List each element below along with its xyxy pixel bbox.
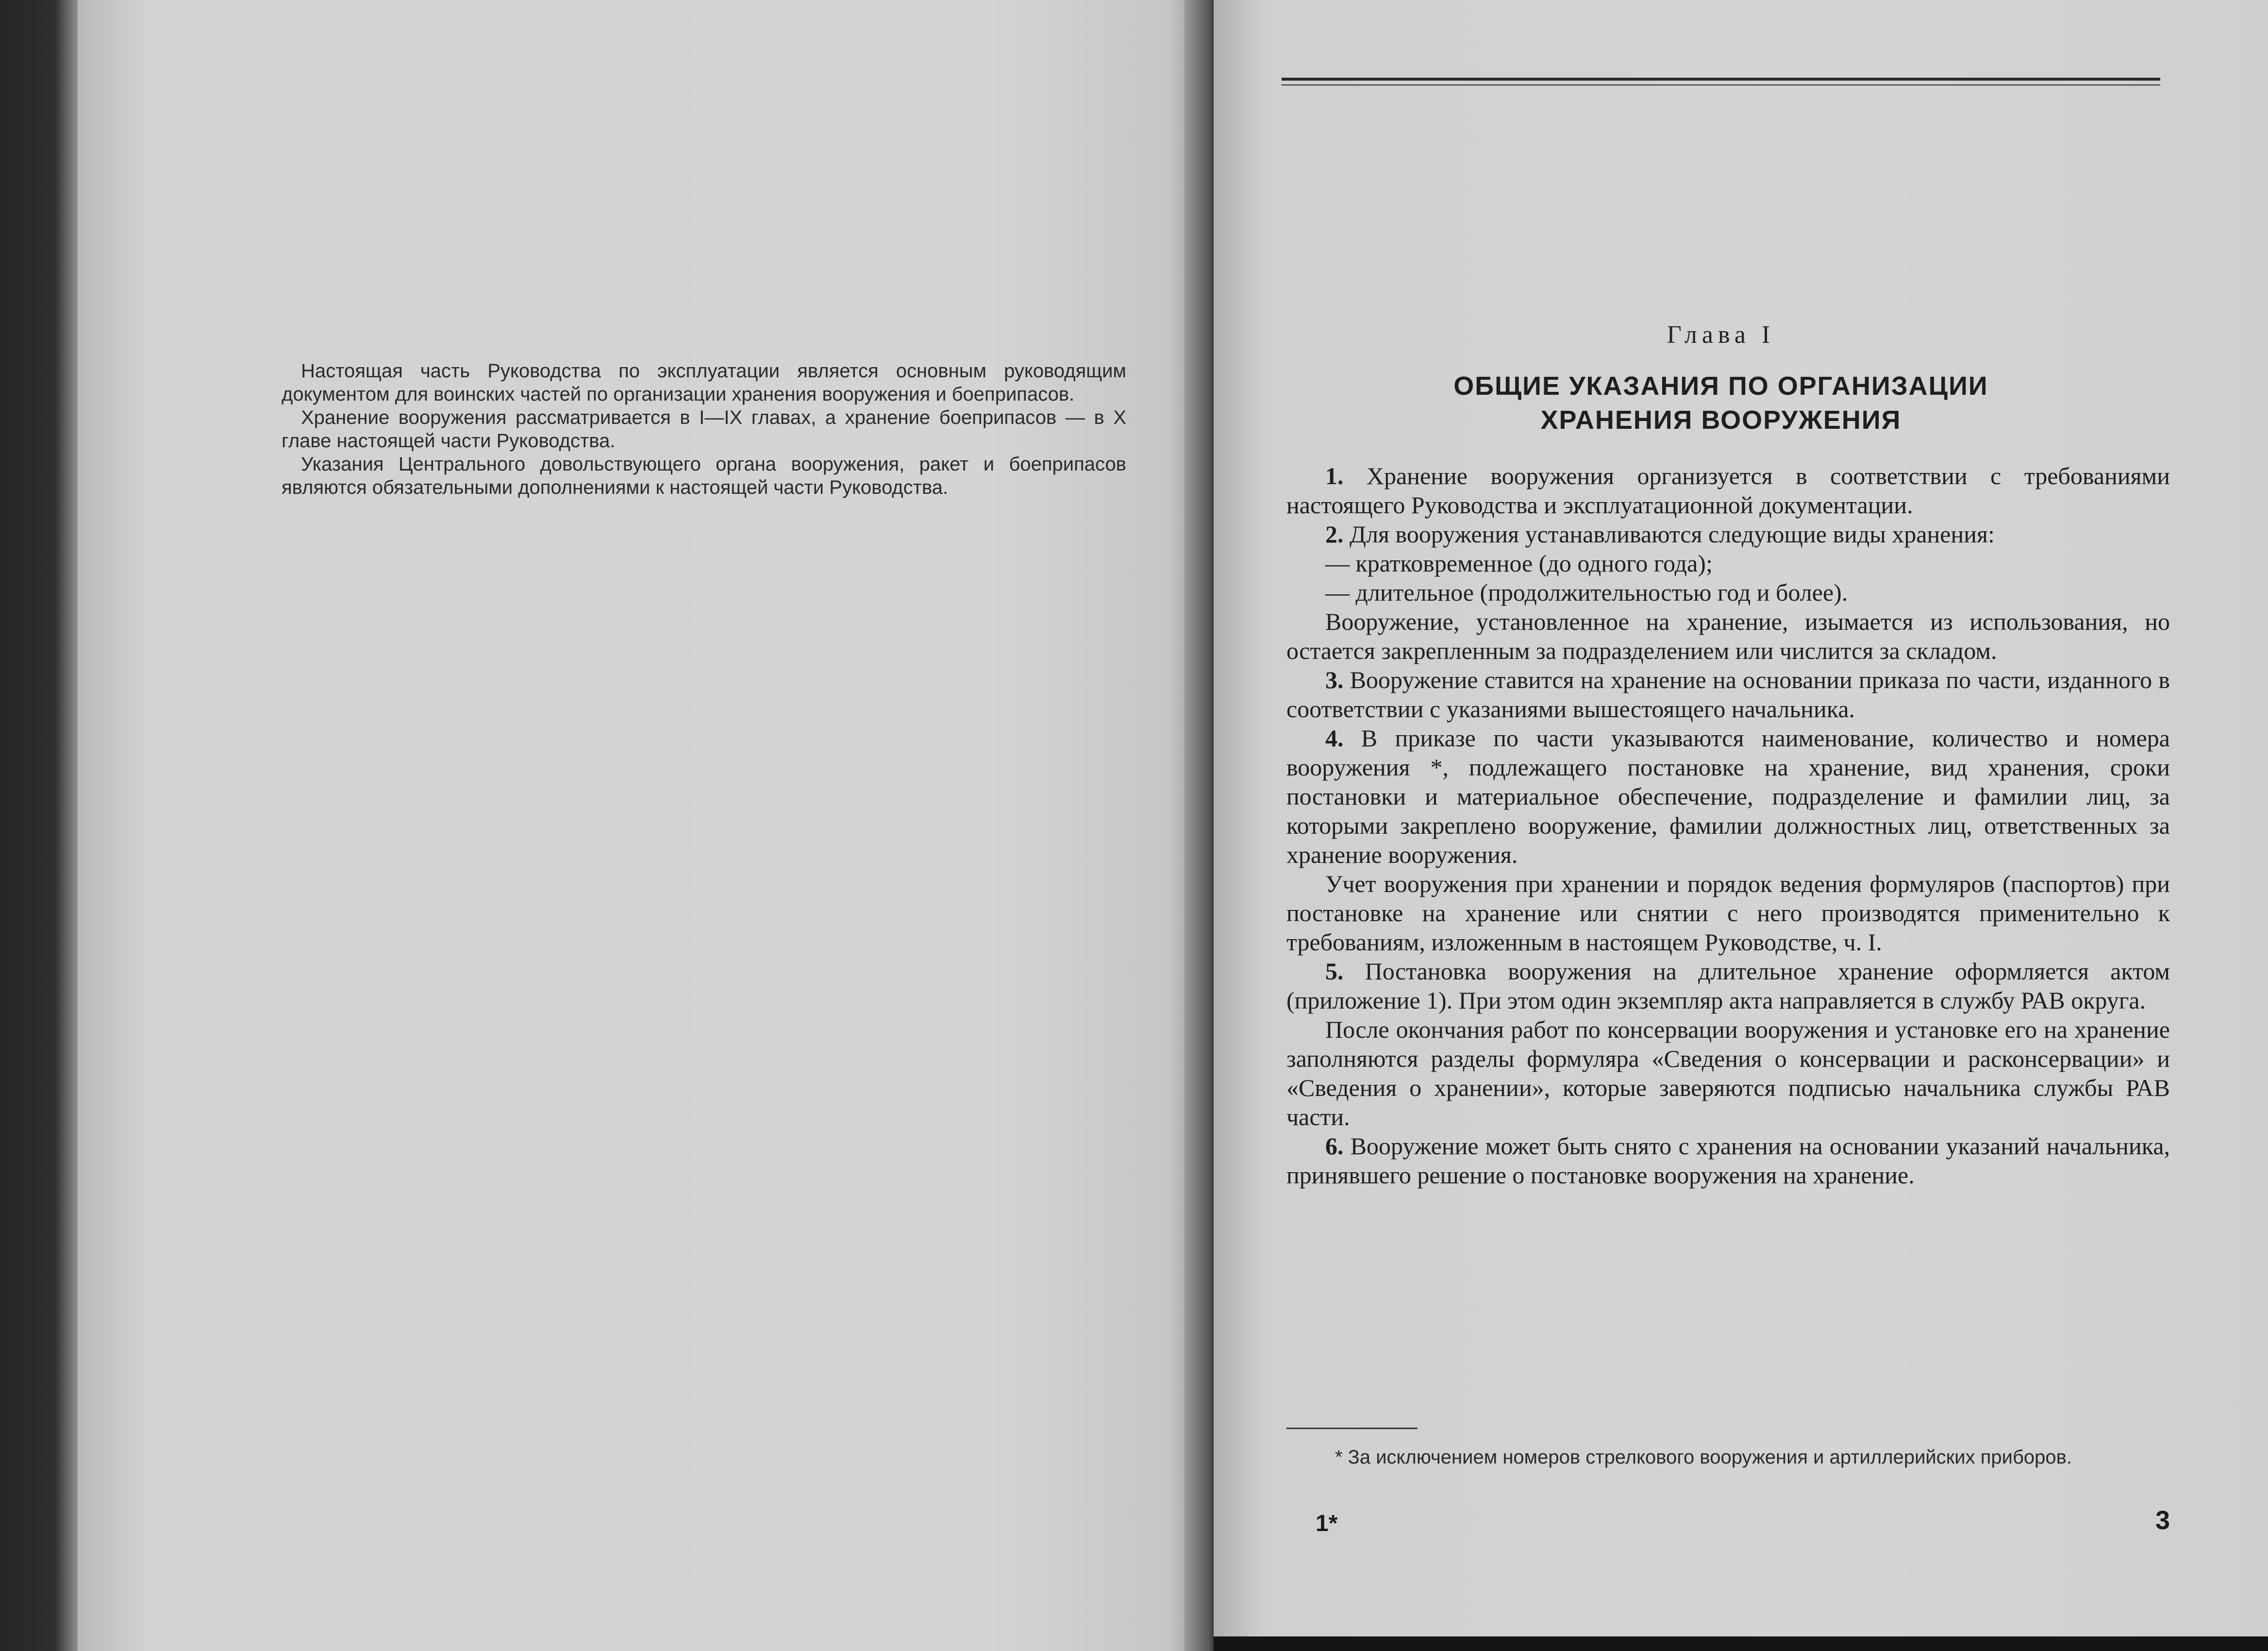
item-number: 6. <box>1325 1132 1344 1160</box>
item-text: Учет вооружения при хранении и порядок ведения формуляров (паспортов) при постановке на хранение или снятии с него производятся применительно к требованиям, изложенным в настоящем Руководстве, ч. I. <box>1286 870 2170 956</box>
body-paragraph <box>1286 520 2170 549</box>
footnote: * За исключением номеров стрелкового вооружения и артиллерийских приборов. <box>1335 1447 2072 1468</box>
item-text: После окончания работ по консервации вооружения и установке его на хранение заполняются разделы формуляра «Сведения о консервации и расконсервации» и «Сведения о хранении», которые заверяются подписью начальника службы РАВ части. <box>1286 1016 2170 1130</box>
body-paragraph <box>1286 957 2170 1015</box>
chapter-heading <box>1282 369 2160 437</box>
signature-mark: 1* <box>1316 1511 1338 1536</box>
body-paragraph <box>1286 1015 2170 1131</box>
list-item <box>1286 578 2170 607</box>
item-text: Вооружение может быть снято с хранения на основании указаний начальника, принявшего решение о постановке вооружения на хранение. <box>1286 1132 2170 1189</box>
item-number: 5. <box>1325 958 1344 985</box>
preface-paragraph: Указания Центрального довольствующего органа вооружения, ракет и боеприпасов являются обязательными дополнениями к настоящей части Руководства. <box>282 454 1126 498</box>
item-text: Постановка вооружения на длительное хранение оформляется актом (приложение 1). При этом один экземпляр акта направляется в службу РАВ округа. <box>1286 958 2170 1014</box>
left-page-preface <box>282 359 1126 499</box>
book-cover-edge <box>0 0 78 1651</box>
item-number: 1. <box>1325 462 1344 489</box>
heading-line-1: ОБЩИЕ УКАЗАНИЯ ПО ОРГАНИЗАЦИИ <box>1453 371 1988 401</box>
chapter-body <box>1286 461 2170 1190</box>
item-text: В приказе по части указываются наименование, количество и номера вооружения *, подлежащего постановке на хранение, вид хранения, сроки постановки и материальное обеспечение, подразделение и фамилии лиц, за которыми закреплено вооружение, фамилии должностных лиц, ответственных за хранение вооружения. <box>1286 724 2170 868</box>
item-number: 4. <box>1325 724 1344 752</box>
preface-paragraph: Хранение вооружения рассматривается в I—IX главах, а хранение боеприпасов — в X главе настоящей части Руководства. <box>282 407 1126 452</box>
heading-line-2: ХРАНЕНИЯ ВООРУЖЕНИЯ <box>1540 405 1901 435</box>
item-number: 3. <box>1325 666 1344 693</box>
item-text: Для вооружения устанавливаются следующие виды хранения: <box>1350 521 1995 548</box>
body-paragraph <box>1286 607 2170 665</box>
body-paragraph <box>1286 724 2170 869</box>
body-paragraph <box>1286 1131 2170 1190</box>
item-text: Вооружение, установленное на хранение, изымается из использования, но остается закрепленным за подразделением или числится за складом. <box>1286 608 2170 664</box>
item-number: 2. <box>1325 521 1344 548</box>
body-paragraph <box>1286 461 2170 520</box>
body-paragraph <box>1286 665 2170 724</box>
item-text: — кратковременное (до одного года); <box>1325 550 1713 577</box>
preface-paragraph: Настоящая часть Руководства по эксплуатации является основным руководящим документом для воинских частей по организации хранения вооружения и боеприпасов. <box>282 360 1126 405</box>
footnote-rule <box>1286 1428 1418 1429</box>
chapter-label: Глава I <box>1667 321 1775 349</box>
item-text: Вооружение ставится на хранение на основании приказа по части, изданного в соответствии с указаниями вышестоящего начальника. <box>1286 666 2170 723</box>
item-text: — длительное (продолжительностью год и более). <box>1325 579 1848 606</box>
scan-bottom-edge <box>1214 1636 2268 1651</box>
header-rule <box>1282 78 2160 85</box>
item-text: Хранение вооружения организуется в соответствии с требованиями настоящего Руководства и эксплуатационной документации. <box>1286 462 2170 519</box>
left-page <box>78 0 1214 1651</box>
page-number: 3 <box>2155 1506 2170 1535</box>
list-item <box>1286 549 2170 578</box>
body-paragraph <box>1286 869 2170 957</box>
